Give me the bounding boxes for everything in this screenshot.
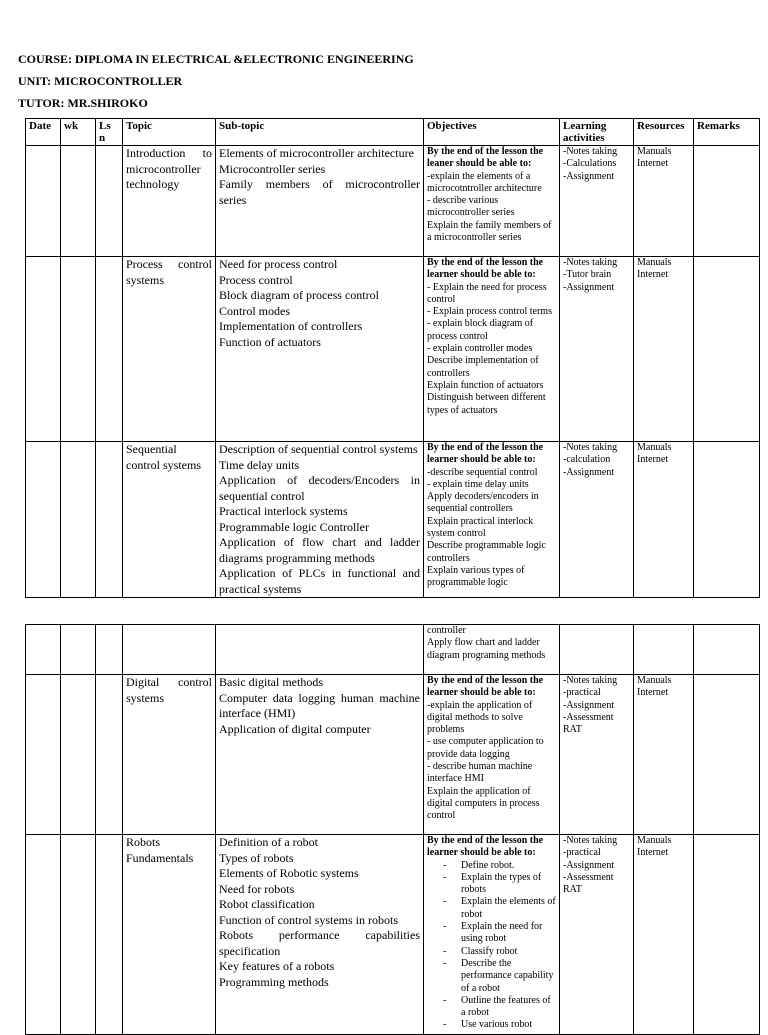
week-cell xyxy=(61,146,96,257)
remarks-cell xyxy=(694,675,760,835)
activity-item: -Notes taking xyxy=(563,675,618,686)
date-cell xyxy=(26,835,61,1035)
topic-cell: Robots Fundamentals xyxy=(123,835,216,1035)
subtopic-item: Programmable logic Controller xyxy=(219,519,369,534)
subtopic-cell xyxy=(216,625,424,675)
objectives-text: - Explain the need for process control - Explain process control terms - explain block diagram of process control - explain controller modes Describe implementation of controllers Explain function of actuators Distinguish between different types of actuators xyxy=(427,281,552,416)
activity-item: -Assignment xyxy=(563,281,615,293)
table-row xyxy=(26,625,760,675)
objectives-text: controller Apply flow chart and ladder diagram programing methods xyxy=(427,625,546,661)
remarks-cell xyxy=(694,146,760,257)
resources-cell xyxy=(634,146,694,257)
week-cell xyxy=(61,835,96,1035)
subtopic-item: Control modes xyxy=(219,303,290,318)
topic-cell: Process control systems xyxy=(123,257,216,442)
resource-item: Manuals xyxy=(637,442,672,453)
subtopic-item: Elements of Robotic systems xyxy=(219,866,359,880)
lesson-cell xyxy=(96,442,123,598)
remarks-cell xyxy=(694,257,760,442)
objectives-intro: By the end of the lesson the learner should be able to: xyxy=(427,835,544,859)
activity-item: -Tutor brain xyxy=(563,269,612,281)
subtopic-item: Process control xyxy=(219,272,293,287)
activity-item: -Assignment xyxy=(563,466,615,478)
subtopic-item: Family members of microcontroller series xyxy=(219,177,420,207)
subtopic-item: Robot classification xyxy=(219,897,315,911)
objectives-intro: By the end of the lesson the leaner should be able to: xyxy=(427,146,544,170)
col-header-topic: Topic xyxy=(123,119,216,146)
resource-item: Manuals xyxy=(637,257,672,268)
activity-item: -practical xyxy=(563,847,601,859)
subtopic-cell xyxy=(216,146,424,257)
week-cell xyxy=(61,257,96,442)
table-row xyxy=(26,835,760,1035)
activity-item: -practical xyxy=(563,687,601,699)
activity-item: -Assessment xyxy=(563,871,614,883)
week-cell xyxy=(61,625,96,675)
activities-cell xyxy=(560,625,634,675)
lesson-cell xyxy=(96,835,123,1035)
lesson-cell xyxy=(96,257,123,442)
activities-cell xyxy=(560,442,634,598)
objectives-cell xyxy=(424,835,560,1035)
col-header-lesson: Ls n xyxy=(96,119,123,146)
activities-cell xyxy=(560,146,634,257)
date-cell xyxy=(26,257,61,442)
subtopic-item: Practical interlock systems xyxy=(219,504,348,518)
objectives-cell xyxy=(424,146,560,257)
topic-cell: Digital control systems xyxy=(123,675,216,835)
objective-item: - Define robot. xyxy=(461,860,556,872)
topic-cell xyxy=(123,625,216,675)
objective-item: - Explain the types of robots xyxy=(461,872,556,897)
week-cell xyxy=(61,442,96,598)
objectives-list xyxy=(427,860,556,1032)
subtopic-item: Time delay units xyxy=(219,457,300,472)
col-header-remarks: Remarks xyxy=(694,119,760,146)
objectives-cell xyxy=(424,625,560,675)
resource-item: Internet xyxy=(637,269,669,281)
activity-item: -Assignment xyxy=(563,170,615,182)
activities-cell xyxy=(560,257,634,442)
table-header-row xyxy=(26,119,760,146)
resources-cell xyxy=(634,625,694,675)
activities-cell xyxy=(560,835,634,1035)
objectives-cell xyxy=(424,257,560,442)
date-cell xyxy=(26,146,61,257)
subtopic-item: Application of digital computer xyxy=(219,721,371,736)
objective-item: - Describe the performance capability of a robot xyxy=(461,958,556,995)
table-row xyxy=(26,675,760,835)
remarks-cell xyxy=(694,442,760,598)
subtopic-item: Application of decoders/Encoders in sequential control xyxy=(219,473,420,503)
scheme-table-page-1 xyxy=(25,118,760,598)
resource-item: Manuals xyxy=(637,675,672,686)
lesson-cell xyxy=(96,146,123,257)
col-header-objectives: Objectives xyxy=(424,119,560,146)
subtopic-item: Need for robots xyxy=(219,881,295,896)
col-header-week: wk xyxy=(61,119,96,146)
subtopic-cell xyxy=(216,675,424,835)
unit-title: UNIT: MICROCONTROLLER xyxy=(18,74,183,88)
objectives-intro: By the end of the lesson the learner should be able to: xyxy=(427,257,544,281)
subtopic-item: Computer data logging human machine interface (HMI) xyxy=(219,690,420,720)
subtopic-item: Function of actuators xyxy=(219,334,321,349)
resource-item: Internet xyxy=(637,158,669,170)
activity-item: RAT xyxy=(563,884,582,896)
resources-cell xyxy=(634,442,694,598)
resources-cell xyxy=(634,675,694,835)
objective-item: - Explain the need for using robot xyxy=(461,921,556,946)
subtopic-item: Block diagram of process control xyxy=(219,288,379,302)
date-cell xyxy=(26,442,61,598)
subtopic-item: Application of flow chart and ladder diagrams programming methods xyxy=(219,535,420,565)
table-row xyxy=(26,442,760,598)
subtopic-cell xyxy=(216,442,424,598)
col-header-date: Date xyxy=(26,119,61,146)
activity-item: -Notes taking xyxy=(563,257,618,268)
subtopic-item: Elements of microcontroller architecture xyxy=(219,146,414,160)
subtopic-item: Programming methods xyxy=(219,974,329,989)
objective-item: - Classify robot xyxy=(461,946,556,958)
subtopic-item: Definition of a robot xyxy=(219,835,318,849)
objectives-cell xyxy=(424,675,560,835)
date-cell xyxy=(26,625,61,675)
subtopic-item: Basic digital methods xyxy=(219,675,323,689)
remarks-cell xyxy=(694,625,760,675)
activity-item: -Notes taking xyxy=(563,442,618,453)
subtopic-cell xyxy=(216,257,424,442)
activity-item: -calculation xyxy=(563,454,611,466)
resource-item: Manuals xyxy=(637,835,672,846)
tutor-title: TUTOR: MR.SHIROKO xyxy=(18,96,148,110)
scheme-table-page-2 xyxy=(25,624,760,1035)
week-cell xyxy=(61,675,96,835)
subtopic-item: Types of robots xyxy=(219,850,294,865)
activity-item: -Assignment xyxy=(563,859,615,871)
activity-item: -Assignment xyxy=(563,699,615,711)
col-header-subtopic: Sub-topic xyxy=(216,119,424,146)
subtopic-item: Robots performance capabilities specification xyxy=(219,928,420,958)
objectives-text: -explain the application of digital methods to solve problems - use computer application to provide data logging - describe human machine interface HMI Explain the application of digital computers in process control xyxy=(427,699,544,822)
activity-item: RAT xyxy=(563,724,582,736)
subtopic-item: Implementation of controllers xyxy=(219,319,363,333)
objectives-intro: By the end of the lesson the learner should be able to: xyxy=(427,675,544,699)
resource-item: Internet xyxy=(637,847,669,859)
subtopic-item: Function of control systems in robots xyxy=(219,912,398,927)
objective-item: - Use various robot xyxy=(461,1019,556,1031)
activities-cell xyxy=(560,675,634,835)
date-cell xyxy=(26,675,61,835)
activity-item: -Assessment xyxy=(563,711,614,723)
subtopic-item: Description of sequential control systems xyxy=(219,442,418,456)
activity-item: -Notes taking xyxy=(563,835,618,846)
activity-item: -Notes taking xyxy=(563,146,618,157)
table-row xyxy=(26,146,760,257)
course-title: COURSE: DIPLOMA IN ELECTRICAL &ELECTRONIC ENGINEERING xyxy=(18,52,414,66)
subtopic-item: Microcontroller series xyxy=(219,161,326,176)
objective-item: - Explain the elements of robot xyxy=(461,896,556,921)
topic-cell: Sequential control systems xyxy=(123,442,216,598)
resources-cell xyxy=(634,835,694,1035)
col-header-resources: Resources xyxy=(634,119,694,146)
objectives-text: -describe sequential control - explain time delay units Apply decoders/encoders in sequential controllers Explain practical interlock system control Describe programmable logic controllers Explain various types of programmable logic xyxy=(427,466,546,589)
resources-cell xyxy=(634,257,694,442)
lesson-cell xyxy=(96,625,123,675)
subtopic-item: Need for process control xyxy=(219,257,338,271)
objective-item: - Outline the features of a robot xyxy=(461,995,556,1020)
resource-item: Internet xyxy=(637,454,669,466)
objectives-text: -explain the elements of a microcotntroller architecture - describe various microcontroller series Explain the family members of a microcontroller series xyxy=(427,170,552,244)
lesson-cell xyxy=(96,675,123,835)
subtopic-cell xyxy=(216,835,424,1035)
table-row xyxy=(26,257,760,442)
remarks-cell xyxy=(694,835,760,1035)
subtopic-item: Key features of a robots xyxy=(219,959,335,973)
objectives-cell xyxy=(424,442,560,598)
resource-item: Internet xyxy=(637,687,669,699)
activity-item: -Calculations xyxy=(563,158,617,170)
col-header-learning-activities: Learning activities xyxy=(560,119,634,146)
subtopic-item: Application of PLCs in functional and practical systems xyxy=(219,566,420,596)
topic-cell: Introduction to microcontroller technology xyxy=(123,146,216,257)
resource-item: Manuals xyxy=(637,146,672,157)
objectives-intro: By the end of the lesson the learner should be able to: xyxy=(427,442,544,466)
